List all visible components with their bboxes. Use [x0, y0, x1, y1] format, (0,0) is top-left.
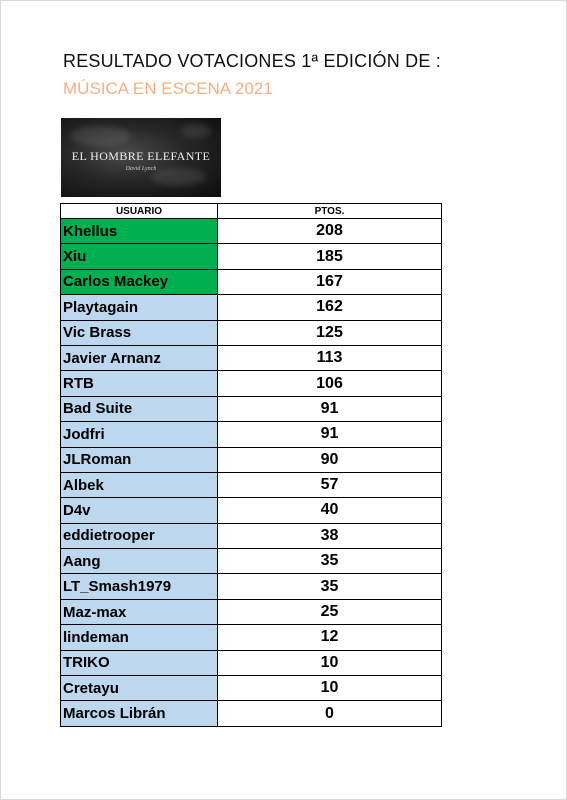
table-row: [61, 219, 442, 244]
table-row: [61, 371, 442, 396]
user-name-cell: JLRoman: [61, 447, 218, 472]
user-name-cell: Jodfri: [61, 422, 218, 447]
user-name-cell: RTB: [61, 371, 218, 396]
table-row: [61, 244, 442, 269]
user-name-cell: eddietrooper: [61, 523, 218, 548]
page-subtitle: MÚSICA EN ESCENA 2021: [63, 79, 273, 98]
user-name-cell: Marcos Librán: [61, 701, 218, 726]
poster-subtitle: David Lynch: [125, 166, 157, 172]
table-row: [61, 549, 442, 574]
table-row: [61, 345, 442, 370]
points-cell: 10: [218, 676, 442, 701]
table-row: [61, 599, 442, 624]
points-cell: 91: [218, 396, 442, 421]
column-header-usuario: USUARIO: [61, 204, 218, 219]
user-name-cell: LT_Smash1979: [61, 574, 218, 599]
points-cell: 91: [218, 422, 442, 447]
points-cell: 12: [218, 625, 442, 650]
user-name-cell: Vic Brass: [61, 320, 218, 345]
points-cell: 90: [218, 447, 442, 472]
points-cell: 57: [218, 472, 442, 497]
user-name-cell: Albek: [61, 472, 218, 497]
table-row: [61, 422, 442, 447]
user-name-cell: Aang: [61, 549, 218, 574]
table-row: [61, 676, 442, 701]
table-row: [61, 269, 442, 294]
table-row: [61, 472, 442, 497]
points-cell: 35: [218, 549, 442, 574]
user-name-cell: Khellus: [61, 219, 218, 244]
poster-title: EL HOMBRE ELEFANTE: [71, 149, 211, 163]
points-cell: 162: [218, 295, 442, 320]
points-cell: 167: [218, 269, 442, 294]
table-row: [61, 396, 442, 421]
points-cell: 38: [218, 523, 442, 548]
column-header-ptos: PTOS.: [218, 204, 442, 219]
user-name-cell: Maz-max: [61, 599, 218, 624]
user-name-cell: Carlos Mackey: [61, 269, 218, 294]
points-cell: 106: [218, 371, 442, 396]
results-table: [60, 203, 442, 727]
table-row: [61, 701, 442, 726]
page-title: RESULTADO VOTACIONES 1ª EDICIÓN DE :: [63, 51, 441, 71]
points-cell: 185: [218, 244, 442, 269]
points-cell: 25: [218, 599, 442, 624]
user-name-cell: D4v: [61, 498, 218, 523]
user-name-cell: Cretayu: [61, 676, 218, 701]
results-body: [61, 219, 442, 727]
movie-poster-image: [61, 118, 221, 197]
points-cell: 208: [218, 219, 442, 244]
points-cell: 40: [218, 498, 442, 523]
user-name-cell: Playtagain: [61, 295, 218, 320]
table-row: [61, 320, 442, 345]
points-cell: 125: [218, 320, 442, 345]
points-cell: 10: [218, 650, 442, 675]
table-row: [61, 650, 442, 675]
user-name-cell: TRIKO: [61, 650, 218, 675]
points-cell: 35: [218, 574, 442, 599]
table-row: [61, 498, 442, 523]
user-name-cell: lindeman: [61, 625, 218, 650]
table-header-row: [61, 204, 442, 219]
table-row: [61, 295, 442, 320]
table-row: [61, 447, 442, 472]
user-name-cell: Bad Suite: [61, 396, 218, 421]
table-row: [61, 625, 442, 650]
points-cell: 0: [218, 701, 442, 726]
points-cell: 113: [218, 345, 442, 370]
table-row: [61, 523, 442, 548]
table-row: [61, 574, 442, 599]
user-name-cell: Xiu: [61, 244, 218, 269]
user-name-cell: Javier Arnanz: [61, 345, 218, 370]
